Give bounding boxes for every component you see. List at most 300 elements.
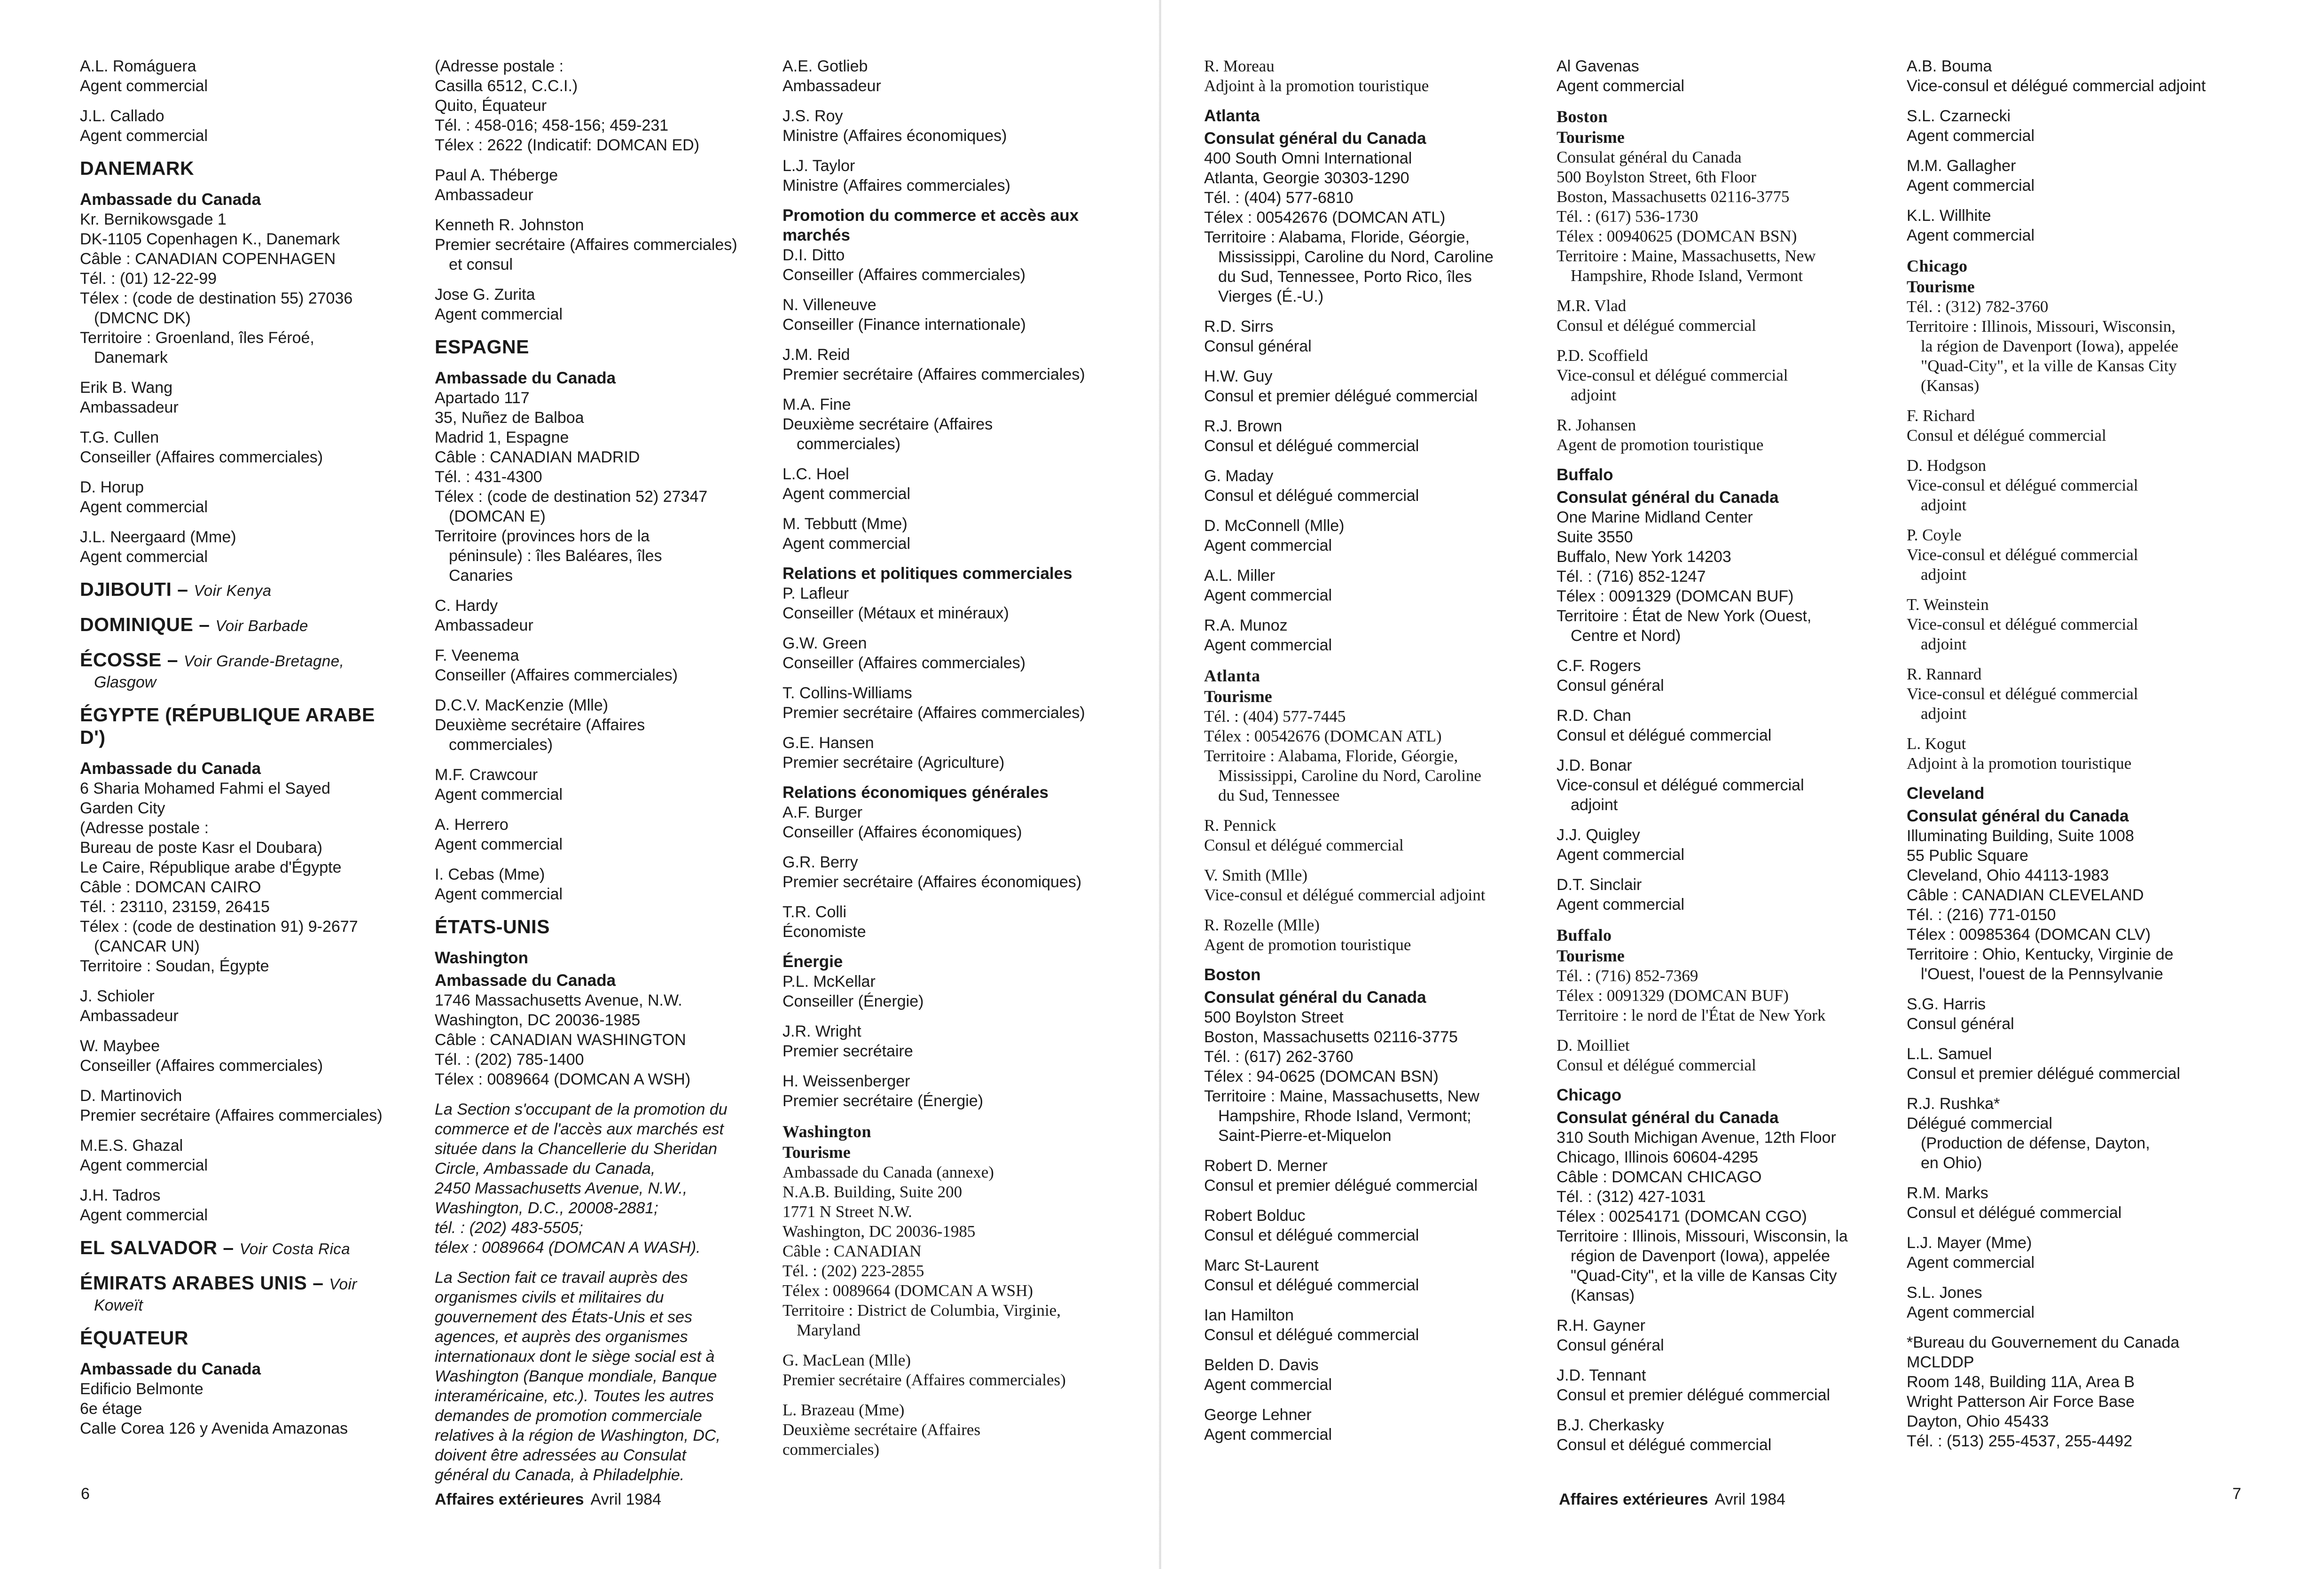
entry-line: Dayton, Ohio 45433 xyxy=(1907,1413,2049,1430)
directory-entry xyxy=(1557,1036,1895,1075)
entry-line: D.C.V. MacKenzie (Mlle) xyxy=(435,696,609,714)
entry-line: (Adresse postale : xyxy=(435,57,564,75)
tourism-line: T. Weinstein xyxy=(1907,595,1989,614)
entry-line: Buffalo, New York 14203 xyxy=(1557,548,1731,566)
directory-entry xyxy=(1907,994,2264,1034)
entry-line: Deuxième secrétaire (Affaires xyxy=(435,716,645,734)
entry-line: J.L. Callado xyxy=(80,107,164,125)
tourism-line-continued: adjoint xyxy=(1921,565,1967,584)
directory-entry xyxy=(1204,866,1533,905)
entry-line: A. Herrero xyxy=(435,816,509,834)
office-heading: Consulat général du Canada xyxy=(1907,807,2129,825)
entry-line-continued: région de Davenport (Iowa), appelée xyxy=(1571,1247,1830,1265)
directory-entry xyxy=(782,683,1140,723)
directory-entry xyxy=(1907,784,2264,984)
directory-entry xyxy=(782,345,1140,384)
office-heading: Ambassade du Canada xyxy=(435,971,616,990)
office-heading: Ambassade du Canada xyxy=(80,190,261,209)
directory-entry xyxy=(1907,106,2264,146)
directory-entry xyxy=(435,368,792,585)
country-heading: EL SALVADOR – Voir Costa Rica xyxy=(80,1237,351,1258)
entry-line: Madrid 1, Espagne xyxy=(435,429,569,446)
entry-line: Robert D. Merner xyxy=(1204,1157,1328,1175)
entry-line: I. Cebas (Mme) xyxy=(435,866,545,883)
directory-entry xyxy=(782,783,1140,842)
entry-line: Conseiller (Affaires commerciales) xyxy=(782,266,1026,284)
entry-line-continued: (CANCAR UN) xyxy=(94,937,200,955)
entry-line: Tél. : (01) 12-22-99 xyxy=(80,270,217,288)
tourism-line: Boston, Massachusetts 02116-3775 xyxy=(1557,187,1790,206)
directory-entry xyxy=(1907,1044,2264,1084)
entry-line: Territoire : État de New York (Ouest, xyxy=(1557,607,1812,625)
directory-entry xyxy=(1557,825,1895,865)
entry-line: Consul et délégué commercial xyxy=(1204,487,1419,505)
tourism-line: R. Rannard xyxy=(1907,665,1982,683)
directory-entry xyxy=(782,395,1140,454)
entry-line: Agent commercial xyxy=(1204,1376,1332,1394)
entry-line: Premier secrétaire (Affaires commerciales) xyxy=(782,704,1085,722)
entry-line: Télex : 94-0625 (DOMCAN BSN) xyxy=(1204,1068,1439,1085)
directory-entry xyxy=(1557,415,1895,455)
entry-line: Calle Corea 126 y Avenida Amazonas xyxy=(80,1420,348,1437)
directory-entry xyxy=(782,952,1140,1011)
entry-line: R.H. Gayner xyxy=(1557,1317,1645,1335)
entry-line: R.J. Rushka* xyxy=(1907,1095,2000,1113)
entry-line: Télex : 00985364 (DOMCAN CLV) xyxy=(1907,926,2151,944)
directory-entry xyxy=(782,106,1140,146)
entry-line: D.I. Ditto xyxy=(782,246,845,264)
cross-reference: Voir Grande-Bretagne, xyxy=(183,652,344,670)
directory-entry xyxy=(782,1121,1140,1340)
entry-line: Télex : 0089664 (DOMCAN A WSH) xyxy=(435,1070,691,1088)
directory-entry xyxy=(1557,925,1895,1025)
directory-entry xyxy=(80,477,409,517)
entry-line: Jose G. Zurita xyxy=(435,286,535,304)
entry-line: Tél. : 431-4300 xyxy=(435,468,542,486)
tourism-line-continued: Mississippi, Caroline du Nord, Caroline xyxy=(1218,766,1481,785)
directory-entry xyxy=(1907,734,2264,773)
entry-line: Conseiller (Énergie) xyxy=(782,992,924,1010)
tourism-city-heading: Chicago xyxy=(1907,257,1968,275)
entry-line: Le Caire, République arabe d'Égypte xyxy=(80,859,342,876)
tourism-line: R. Pennick xyxy=(1204,816,1276,835)
entry-line: Consul général xyxy=(1907,1015,2014,1033)
tourism-heading: Tourisme xyxy=(1557,128,1625,147)
entry-line: A.E. Gotlieb xyxy=(782,57,868,75)
tourism-line: Premier secrétaire (Affaires commerciales) xyxy=(782,1371,1066,1389)
directory-entry xyxy=(435,165,792,205)
entry-line: G.E. Hansen xyxy=(782,734,874,752)
tourism-line: Télex : 0089664 (DOMCAN A WSH) xyxy=(782,1281,1033,1300)
entry-line: A.B. Bouma xyxy=(1907,57,1992,75)
tourism-line: 500 Boylston Street, 6th Floor xyxy=(1557,168,1756,186)
entry-line-continued: l'Ouest, l'ouest de la Pennsylvanie xyxy=(1921,965,2163,983)
directory-entry xyxy=(782,1400,1140,1460)
directory-entry xyxy=(782,564,1140,623)
country-heading: ÉGYPTE (RÉPUBLIQUE ARABE D') xyxy=(80,704,375,748)
footer-left xyxy=(435,1490,661,1509)
directory-entry xyxy=(80,56,409,96)
entry-line: Câble : CANADIAN CLEVELAND xyxy=(1907,886,2144,904)
right-column-2 xyxy=(1557,56,1895,1465)
entry-line: Consul et délégué commercial xyxy=(1907,1204,2122,1222)
directory-entry xyxy=(1907,456,2264,515)
footer-publication: Affaires extérieures xyxy=(1559,1491,1708,1508)
cross-reference-continued: Glasgow xyxy=(94,673,156,691)
entry-line: D.T. Sinclair xyxy=(1557,876,1642,894)
directory-entry xyxy=(1907,156,2264,195)
note-line: commerce et de l'accès aux marchés est xyxy=(435,1120,724,1138)
note-line: général du Canada, à Philadelphie. xyxy=(435,1466,685,1484)
note-line: Washington, D.C., 20008-2881; xyxy=(435,1199,658,1217)
tourism-line-continued: Hampshire, Rhode Island, Vermont xyxy=(1571,266,1803,285)
office-heading: Atlanta xyxy=(1204,107,1260,125)
directory-entry xyxy=(1557,1415,1895,1455)
note-line: doivent être adressées au Consulat xyxy=(435,1446,686,1464)
entry-line: Al Gavenas xyxy=(1557,57,1639,75)
entry-line: 1746 Massachusetts Avenue, N.W. xyxy=(435,991,682,1009)
tourism-line-continued: "Quad-City", et la ville de Kansas City xyxy=(1921,357,2177,375)
tourism-line: Vice-consul et délégué commercial adjoint xyxy=(1204,886,1486,904)
directory-entry xyxy=(435,1268,792,1485)
directory-entry xyxy=(80,1036,409,1076)
directory-entry xyxy=(1907,525,2264,585)
directory-entry xyxy=(782,1022,1140,1061)
entry-line: R.D. Sirrs xyxy=(1204,318,1274,336)
entry-line: 6e étage xyxy=(80,1400,142,1418)
page-number-left: 6 xyxy=(81,1485,90,1503)
country-heading: ESPAGNE xyxy=(435,336,529,358)
directory-entry xyxy=(1907,1094,2264,1173)
office-heading: Relations et politiques commerciales xyxy=(782,564,1072,583)
tourism-line: Deuxième secrétaire (Affaires xyxy=(782,1421,981,1439)
tourism-line: G. MacLean (Mlle) xyxy=(782,1351,911,1369)
entry-line: Kenneth R. Johnston xyxy=(435,216,584,234)
directory-entry xyxy=(1907,256,2264,396)
right-page xyxy=(1162,0,2324,1569)
tourism-line: Consul et délégué commercial xyxy=(1557,1056,1756,1074)
entry-line: Garden City xyxy=(80,799,165,817)
entry-line: Câble : CANADIAN WASHINGTON xyxy=(435,1031,686,1049)
left-column-3 xyxy=(782,56,1140,1470)
directory-entry xyxy=(1204,416,1533,456)
entry-line: L.L. Samuel xyxy=(1907,1045,1992,1063)
entry-line: J.S. Roy xyxy=(782,107,843,125)
directory-entry xyxy=(782,1350,1140,1390)
entry-line: Conseiller (Affaires commerciales) xyxy=(80,1057,323,1075)
directory-entry xyxy=(1557,1085,1895,1305)
country-heading: DOMINIQUE – Voir Barbade xyxy=(80,614,308,635)
tourism-line: Consulat général du Canada xyxy=(1557,148,1742,166)
entry-line: M.E.S. Ghazal xyxy=(80,1137,183,1155)
entry-line-continued: Saint-Pierre-et-Miquelon xyxy=(1218,1127,1392,1145)
tourism-line: commerciales) xyxy=(782,1440,880,1459)
entry-line: Ambassadeur xyxy=(782,77,881,95)
directory-entry xyxy=(1204,367,1533,406)
entry-line: Cleveland, Ohio 44113-1983 xyxy=(1907,866,2109,884)
entry-line: Télex : (code de destination 55) 27036 xyxy=(80,289,353,307)
entry-line: Agent commercial xyxy=(782,535,911,553)
tourism-line: P.D. Scoffield xyxy=(1557,346,1648,365)
entry-line: C.F. Rogers xyxy=(1557,657,1641,675)
tourism-line: V. Smith (Mlle) xyxy=(1204,866,1308,884)
directory-entry xyxy=(782,295,1140,335)
entry-line: T. Collins-Williams xyxy=(782,684,912,702)
tourism-heading: Tourisme xyxy=(1204,687,1272,706)
entry-line: Agent commercial xyxy=(80,1206,208,1224)
entry-line: Premier secrétaire (Affaires commerciales) xyxy=(782,366,1085,383)
directory-entry xyxy=(1204,915,1533,955)
note-line: organismes civils et militaires du xyxy=(435,1288,664,1306)
entry-line: B.J. Cherkasky xyxy=(1557,1416,1664,1434)
entry-line: R.M. Marks xyxy=(1907,1184,1988,1202)
entry-line: Tél. : (312) 427-1031 xyxy=(1557,1188,1706,1206)
entry-line: 400 South Omni International xyxy=(1204,149,1412,167)
entry-line: Marc St-Laurent xyxy=(1204,1257,1319,1274)
right-column-3 xyxy=(1907,56,2264,1461)
tourism-line: 1771 N Street N.W. xyxy=(782,1202,912,1221)
entry-line: Premier secrétaire xyxy=(782,1042,913,1060)
tourism-line: Territoire : Maine, Massachusetts, New xyxy=(1557,247,1816,265)
entry-line: J.D. Bonar xyxy=(1557,757,1632,774)
entry-line: Télex : (code de destination 52) 27347 xyxy=(435,488,708,506)
entry-line: Agent commercial xyxy=(80,498,208,516)
tourism-line: Consul et délégué commercial xyxy=(1557,316,1756,335)
entry-line: J. Schioler xyxy=(80,987,155,1005)
tourism-line: Vice-consul et délégué commercial xyxy=(1907,476,2138,494)
entry-line: Tél. : (216) 771-0150 xyxy=(1907,906,2056,924)
entry-line: Edificio Belmonte xyxy=(80,1380,203,1398)
directory-entry xyxy=(435,815,792,854)
directory-entry xyxy=(80,613,409,637)
tourism-line: Ambassade du Canada (annexe) xyxy=(782,1163,994,1181)
tourism-line: D. Hodgson xyxy=(1907,456,1987,475)
tourism-line: M.R. Vlad xyxy=(1557,297,1627,315)
note-line: tél. : (202) 483-5505; xyxy=(435,1219,583,1237)
directory-entry xyxy=(1204,816,1533,855)
tourism-line: Vice-consul et délégué commercial xyxy=(1907,685,2138,703)
entry-line: Consul et premier délégué commercial xyxy=(1557,1386,1831,1404)
entry-line: Agent commercial xyxy=(435,786,563,804)
directory-entry xyxy=(1204,566,1533,605)
directory-entry xyxy=(80,1359,409,1438)
tourism-line: Tél. : (312) 782-3760 xyxy=(1907,297,2049,316)
entry-line: J.R. Wright xyxy=(782,1023,861,1040)
office-heading: Consulat général du Canada xyxy=(1557,488,1779,507)
entry-line: Ministre (Affaires commerciales) xyxy=(782,177,1010,195)
tourism-line: N.A.B. Building, Suite 200 xyxy=(782,1183,962,1201)
note-line: Washington (Banque mondiale, Banque xyxy=(435,1367,717,1385)
directory-entry xyxy=(435,56,792,155)
entry-line: Territoire : Ohio, Kentucky, Virginie de xyxy=(1907,945,2174,963)
entry-line: Agent commercial xyxy=(1907,226,2035,244)
entry-line: 55 Public Square xyxy=(1907,847,2028,865)
footer-date: Avril 1984 xyxy=(590,1491,662,1508)
entry-line: M. Tebbutt (Mme) xyxy=(782,515,908,533)
directory-entry xyxy=(1557,106,1895,286)
entry-line: Ambassadeur xyxy=(80,398,179,416)
entry-line: Tél. : (202) 785-1400 xyxy=(435,1051,584,1069)
entry-line: A.L. Romáguera xyxy=(80,57,196,75)
tourism-line-continued: Maryland xyxy=(797,1321,861,1339)
entry-line: S.L. Jones xyxy=(1907,1284,1982,1302)
directory-entry xyxy=(782,514,1140,554)
tourism-line: R. Johansen xyxy=(1557,416,1636,434)
entry-line: Agent commercial xyxy=(1907,127,2035,145)
directory-entry xyxy=(1557,465,1895,646)
entry-line: Tél. : 458-016; 458-156; 459-231 xyxy=(435,117,669,134)
entry-line: A.L. Miller xyxy=(1204,567,1275,585)
directory-entry xyxy=(80,1136,409,1175)
entry-line: S.G. Harris xyxy=(1907,995,1986,1013)
entry-line: D. McConnell (Mlle) xyxy=(1204,517,1345,535)
tourism-line-continued: adjoint xyxy=(1921,496,1967,514)
entry-line: Agent commercial xyxy=(435,305,563,323)
tourism-city-heading: Atlanta xyxy=(1204,666,1260,685)
entry-line: Robert Bolduc xyxy=(1204,1207,1306,1225)
entry-line: 35, Nuñez de Balboa xyxy=(435,409,584,427)
entry-line: D. Horup xyxy=(80,478,144,496)
tourism-line: Agent de promotion touristique xyxy=(1557,436,1764,454)
entry-line: Tél. : (617) 262-3760 xyxy=(1204,1048,1354,1066)
tourism-line: Vice-consul et délégué commercial xyxy=(1907,546,2138,564)
entry-line: Agent commercial xyxy=(1907,1304,2035,1321)
entry-line: Kr. Bernikowsgade 1 xyxy=(80,211,227,228)
tourism-line: L. Kogut xyxy=(1907,734,1966,753)
entry-line: Tél. : (404) 577-6810 xyxy=(1204,189,1354,207)
directory-entry xyxy=(1907,664,2264,724)
directory-entry xyxy=(1907,406,2264,445)
tourism-line: L. Brazeau (Mme) xyxy=(782,1401,905,1419)
entry-line: Agent commercial xyxy=(782,485,911,503)
entry-line-continued: Danemark xyxy=(94,349,168,367)
entry-line: DK-1105 Copenhagen K., Danemark xyxy=(80,230,340,248)
entry-line: Room 148, Building 11A, Area B xyxy=(1907,1373,2135,1391)
entry-line: 6 Sharia Mohamed Fahmi el Sayed xyxy=(80,780,330,797)
entry-line: Agent commercial xyxy=(1557,896,1685,913)
entry-line: Agent commercial xyxy=(1204,1426,1332,1444)
directory-entry xyxy=(80,106,409,146)
cross-reference: Voir Barbade xyxy=(215,617,308,634)
right-column-1 xyxy=(1204,56,1533,1455)
entry-line: A.F. Burger xyxy=(782,804,863,821)
note-line: relatives à la région de Washington, DC, xyxy=(435,1427,720,1444)
entry-line: G. Maday xyxy=(1204,467,1274,485)
entry-line: One Marine Midland Center xyxy=(1557,508,1753,526)
left-column-1 xyxy=(80,56,409,1449)
entry-line: S.L. Czarnecki xyxy=(1907,107,2011,125)
entry-line-continued: (DMCNC DK) xyxy=(94,309,191,327)
entry-line: Agent commercial xyxy=(435,885,563,903)
tourism-city-heading: Buffalo xyxy=(1557,926,1612,945)
entry-line: Tél. : (716) 852-1247 xyxy=(1557,568,1706,585)
office-heading: Énergie xyxy=(782,952,843,971)
tourism-line: Tél. : (404) 577-7445 xyxy=(1204,707,1346,726)
tourism-line: Vice-consul et délégué commercial xyxy=(1907,615,2138,633)
directory-entry xyxy=(782,1071,1140,1111)
directory-entry xyxy=(1204,665,1533,805)
tourism-line-continued: la région de Davenport (Iowa), appelée xyxy=(1921,337,2179,355)
entry-line: J.D. Tennant xyxy=(1557,1366,1646,1384)
entry-line: Agent commercial xyxy=(80,548,208,566)
entry-line: R.A. Munoz xyxy=(1204,617,1288,634)
entry-line: Wright Patterson Air Force Base xyxy=(1907,1393,2135,1411)
entry-line: George Lehner xyxy=(1204,1406,1312,1424)
tourism-line: R. Rozelle (Mlle) xyxy=(1204,916,1320,934)
entry-line: Consul et délégué commercial xyxy=(1557,726,1772,744)
entry-line-continued: "Quad-City", et la ville de Kansas City xyxy=(1571,1267,1837,1285)
directory-entry xyxy=(1557,706,1895,745)
entry-line: Vice-consul et délégué commercial xyxy=(1557,776,1804,794)
directory-entry xyxy=(1204,1256,1533,1295)
directory-entry xyxy=(435,285,792,324)
directory-entry xyxy=(1557,756,1895,815)
entry-line: Télex : 0091329 (DOMCAN BUF) xyxy=(1557,587,1794,605)
footer-date: Avril 1984 xyxy=(1714,1491,1786,1508)
entry-line: M.F. Crawcour xyxy=(435,766,538,784)
entry-line: Agent commercial xyxy=(1557,846,1685,864)
tourism-heading: Tourisme xyxy=(1557,946,1625,965)
entry-line: Suite 3550 xyxy=(1557,528,1633,546)
entry-line: Chicago, Illinois 60604-4295 xyxy=(1557,1148,1759,1166)
entry-line: Câble : DOMCAN CAIRO xyxy=(80,878,261,896)
entry-line: 310 South Michigan Avenue, 12th Floor xyxy=(1557,1129,1836,1147)
entry-line: J.H. Tadros xyxy=(80,1187,161,1204)
entry-line: J.L. Neergaard (Mme) xyxy=(80,528,236,546)
entry-line: L.J. Taylor xyxy=(782,157,855,175)
country-heading: ÉTATS-UNIS xyxy=(435,916,550,937)
directory-entry xyxy=(1907,1183,2264,1223)
entry-line: Agent commercial xyxy=(1204,636,1332,654)
cross-reference: Voir xyxy=(329,1275,357,1293)
entry-line: Agent commercial xyxy=(1204,537,1332,554)
entry-line: *Bureau du Gouvernement du Canada xyxy=(1907,1334,2180,1351)
directory-entry xyxy=(435,596,792,635)
directory-entry xyxy=(1557,1316,1895,1355)
entry-line: Atlanta, Georgie 30303-1290 xyxy=(1204,169,1409,187)
entry-line: L.J. Mayer (Mme) xyxy=(1907,1234,2032,1252)
entry-line: Ambassadeur xyxy=(435,617,533,634)
entry-line: Conseiller (Affaires économiques) xyxy=(782,823,1022,841)
tourism-line: F. Richard xyxy=(1907,406,1975,425)
note-line: télex : 0089664 (DOMCAN A WASH). xyxy=(435,1239,701,1257)
entry-line: Consul et délégué commercial xyxy=(1204,1276,1419,1294)
tourism-line: Télex : 00542676 (DOMCAN ATL) xyxy=(1204,727,1442,745)
entry-line: T.R. Colli xyxy=(782,903,847,921)
directory-entry xyxy=(1204,106,1533,306)
entry-line: Casilla 6512, C.C.I.) xyxy=(435,77,578,95)
entry-line: Consul général xyxy=(1204,337,1312,355)
entry-line: Consul général xyxy=(1557,677,1664,695)
directory-entry xyxy=(1907,595,2264,654)
tourism-heading: Tourisme xyxy=(1907,277,1975,296)
entry-line-continued: péninsule) : îles Baléares, îles xyxy=(449,547,662,565)
entry-line: Illuminating Building, Suite 1008 xyxy=(1907,827,2134,845)
directory-entry xyxy=(435,915,792,938)
tourism-line: Consul et délégué commercial xyxy=(1204,836,1404,854)
office-heading: Washington xyxy=(435,949,528,967)
directory-entry xyxy=(782,56,1140,96)
entry-line: M.A. Fine xyxy=(782,396,851,414)
directory-entry xyxy=(782,156,1140,195)
directory-entry xyxy=(80,986,409,1026)
directory-entry xyxy=(80,1327,409,1349)
entry-line-continued: et consul xyxy=(449,256,513,273)
entry-line: Conseiller (Finance internationale) xyxy=(782,316,1026,334)
entry-line-continued: Canaries xyxy=(449,567,513,585)
directory-entry xyxy=(435,646,792,685)
entry-line: Télex : 00542676 (DOMCAN ATL) xyxy=(1204,209,1446,226)
